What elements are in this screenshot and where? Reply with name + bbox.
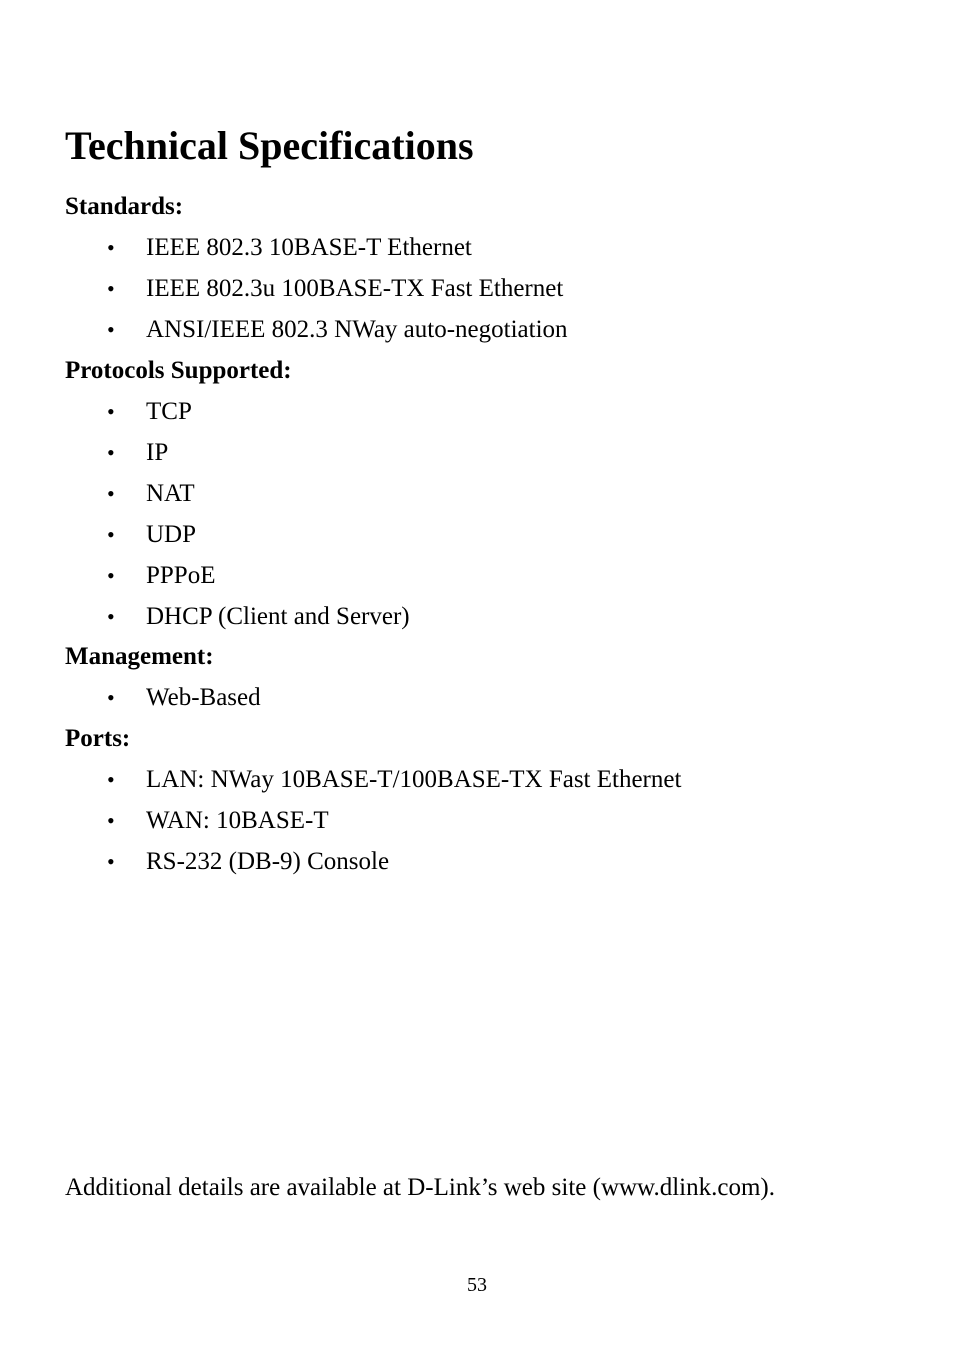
list-item	[65, 432, 925, 473]
list-item	[65, 227, 925, 268]
bullet-icon: •	[107, 440, 115, 465]
section-heading-protocols: Protocols Supported:	[65, 357, 292, 384]
list-item-text: NAT	[146, 480, 195, 507]
list-item-text: PPPoE	[146, 562, 216, 589]
list-item	[65, 596, 925, 637]
list-item	[65, 841, 925, 882]
list-item-text: UDP	[146, 521, 197, 548]
standards-list	[65, 227, 925, 350]
list-item	[65, 309, 925, 350]
list-item-text: RS-232 (DB-9) Console	[146, 848, 390, 875]
ports-list	[65, 759, 925, 882]
bullet-icon: •	[107, 481, 115, 506]
list-item	[65, 800, 925, 841]
bullet-icon: •	[107, 685, 115, 710]
page-number: 53	[467, 1274, 487, 1296]
list-item-text: IEEE 802.3 10BASE-T Ethernet	[146, 234, 472, 261]
bullet-icon: •	[107, 808, 115, 833]
list-item-text: ANSI/IEEE 802.3 NWay auto-negotiation	[146, 316, 568, 343]
bullet-icon: •	[107, 522, 115, 547]
section-standards	[65, 186, 925, 350]
bullet-icon: •	[107, 849, 115, 874]
list-item-text: TCP	[146, 398, 192, 425]
list-item-text: IEEE 802.3u 100BASE-TX Fast Ethernet	[146, 275, 564, 302]
bullet-icon: •	[107, 235, 115, 260]
list-item-text: IP	[146, 439, 169, 466]
list-item-text: WAN: 10BASE-T	[146, 807, 329, 834]
bullet-icon: •	[107, 563, 115, 588]
bullet-icon: •	[107, 276, 115, 301]
list-item-text: LAN: NWay 10BASE-T/100BASE-TX Fast Ethernet	[146, 766, 682, 793]
list-item	[65, 473, 925, 514]
bullet-icon: •	[107, 317, 115, 342]
protocols-list	[65, 391, 925, 637]
list-item-text: Web-Based	[146, 684, 261, 711]
bullet-icon: •	[107, 399, 115, 424]
list-item	[65, 514, 925, 555]
section-ports	[65, 718, 925, 882]
page-title: Technical Specifications	[65, 123, 474, 168]
management-list	[65, 677, 925, 718]
section-heading-ports: Ports:	[65, 725, 131, 752]
footer-note: Additional details are available at D-Link’s web site (www.dlink.com).	[65, 1174, 775, 1201]
list-item	[65, 759, 925, 800]
section-protocols	[65, 350, 925, 637]
list-item	[65, 555, 925, 596]
list-item	[65, 677, 925, 718]
section-heading-management: Management:	[65, 643, 214, 670]
bullet-icon: •	[107, 604, 115, 629]
bullet-icon: •	[107, 767, 115, 792]
list-item	[65, 268, 925, 309]
section-heading-standards: Standards:	[65, 193, 184, 220]
section-management	[65, 636, 925, 718]
list-item	[65, 391, 925, 432]
list-item-text: DHCP (Client and Server)	[146, 603, 410, 630]
